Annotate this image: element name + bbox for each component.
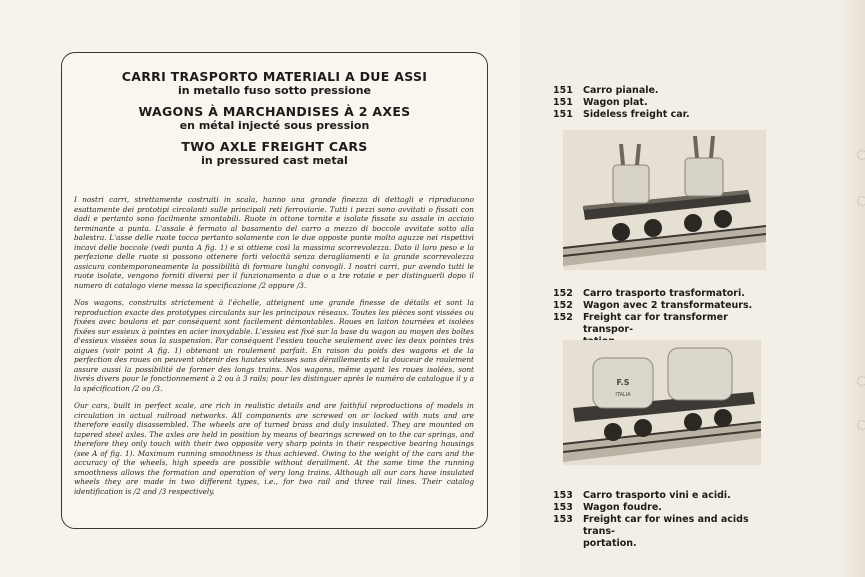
item-line — [553, 514, 773, 538]
item-number: 152 — [553, 300, 573, 311]
punch-hole — [857, 376, 865, 386]
item-description: Freight car for transformer transpor- — [583, 312, 728, 335]
item-number: 152 — [553, 288, 573, 299]
item-line — [553, 109, 773, 121]
page-edge-shadow — [838, 0, 865, 577]
punch-hole — [857, 420, 865, 430]
subtitle-french: en métal injecté sous pression — [179, 119, 370, 132]
subtitle-italian: in metallo fuso sotto pressione — [178, 84, 371, 97]
catalog-item-153 — [553, 490, 773, 550]
title-french: WAGONS À MARCHANDISES À 2 AXES — [138, 104, 411, 119]
item-description: Freight car for wines and acids trans- — [583, 514, 749, 537]
flat-car-illustration — [563, 130, 766, 270]
tank-small-text: ITALIA — [615, 392, 631, 398]
item-line — [553, 97, 773, 109]
item-number: 153 — [553, 490, 573, 501]
catalog-item-152 — [553, 288, 773, 348]
item-description: portation. — [583, 538, 637, 549]
item-number: 151 — [553, 109, 573, 120]
paragraph-french: Nos wagons, construits strictement à l'échelle, atteignent une grande finesse de détails et sont la reproduction exacte des prototypes circulants sur les principaux réseaux. Toutes les pièces sont vissées ou fixées avec boulons et par conséquent sont facilement démontables. Roues en laiton tournées et isolées fixées sur essieux à pointes en acier inoxydable. L'essieu est fixé sur la base du wagon au moyen des boîtes d'essieux vissées sous la suspension. Par conséquent l'essieu touche seulement avec les deux pointes très aigues (voir point A fig. 1) obtenant un roulement parfait. En raison du poids des wagons et de la perfection des roues on peuvent obtenir des hautes vitesses sans déraillements et la douceur de roulement assure aussi la possibilité de former des longs trains. Nos wagons, même ayant les roues isolées, sont livrés divers pour le fonctionnement à 2 ou à 3 rails; pour les distinguer après le numéro de catalogue il y a la spécification /2 ou /3. — [74, 298, 474, 393]
paragraph-english: Our cars, built in perfect scale, are rich in realistic details and are faithful reproductions of models in circulation in actual railroad networks. All components are screwed on or locked with nuts and are therefore easily disassembled. The wheels are of turned brass and duly insulated. They are mounted on tapered steel axles. The axles are held in position by means of bearings screwed on to the car springs, and therefore they only touch with their two opposite very sharp points in their respective bearing housings (see A of fig. 1). Maximum running smoothness is thus achieved. Owing to the weight of the cars and the accuracy of the wheels, high speeds are possible without derailment. At the same time the running smoothness allows the formation and operation of very long trains. Although all our cars have insulated wheels they are made in two different types, i.e., for two rail and three rail lines. Their catalog identification is /2 and /3 respectively. — [74, 401, 474, 496]
photo-sideless-freight-car — [563, 130, 766, 270]
item-description: Wagon avec 2 transformateurs. — [583, 300, 753, 311]
item-description: Wagon plat. — [583, 97, 648, 108]
item-number: 152 — [553, 312, 573, 323]
item-line — [553, 502, 773, 514]
catalog-item-151 — [553, 85, 773, 121]
item-number: 153 — [553, 502, 573, 513]
item-description: Carro trasporto trasformatori. — [583, 288, 745, 299]
item-line — [553, 85, 773, 97]
item-number: 151 — [553, 97, 573, 108]
paragraph-italian: I nostri carri, strettamente costruiti in scala, hanno una grande finezza di dettagli e riproducono esattamente dei prototipi circolanti sulle principali reti ferroviarie. Tutti i pezzi sono avvitati o fissati con dadi e pertanto sono facilmente smontabili. Ruote in ottone tornite e isolate fissate su assale in acciaio terminante a punta. L'assale è fermato al basamento del carro a mezzo di boccole avvitate sotto alla balestra. L'asse delle ruote tocca pertanto solamente con le due opposte punte molto aguzze nei rispettivi incavi delle boccole (vedi punta A fig. 1) e si ottiene così la massima scorrevolezza. Dato il loro peso e la perfezione delle ruote si possono ottenere forti velocità senza deragliamenti e la grande scorrevolezza assicura contemporaneamente la possibilità di formare lunghi convogli. I nostri carri, pur avendo tutti le ruote isolate, vengono forniti diversi per il funzionamento a due o a tre rotaie e per distinguerli dopo il numero di catalogo viene messa la specificazione /2 oppure /3. — [74, 195, 474, 290]
item-description: Carro pianale. — [583, 85, 659, 96]
item-line — [553, 538, 773, 550]
item-description: Wagon foudre. — [583, 502, 662, 513]
item-line — [553, 300, 773, 312]
tank-marking: F.S — [616, 378, 630, 387]
item-number — [553, 538, 583, 550]
panel-titles — [62, 69, 487, 174]
item-line — [553, 288, 773, 300]
item-description: Carro trasporto vini e acidi. — [583, 490, 731, 501]
item-line — [553, 490, 773, 502]
title-english: TWO AXLE FREIGHT CARS — [181, 139, 368, 154]
punch-hole — [857, 196, 865, 206]
item-line — [553, 312, 773, 336]
subtitle-english: in pressured cast metal — [201, 154, 348, 167]
panel-body-text — [74, 195, 474, 504]
title-italian: CARRI TRASPORTO MATERIALI A DUE ASSI — [121, 69, 428, 84]
tank-car-illustration — [563, 340, 761, 465]
description-panel — [61, 52, 488, 529]
item-number: 153 — [553, 514, 573, 525]
punch-hole — [857, 150, 865, 160]
photo-transformer-car — [563, 340, 761, 465]
item-description: Sideless freight car. — [583, 109, 690, 120]
item-number: 151 — [553, 85, 573, 96]
